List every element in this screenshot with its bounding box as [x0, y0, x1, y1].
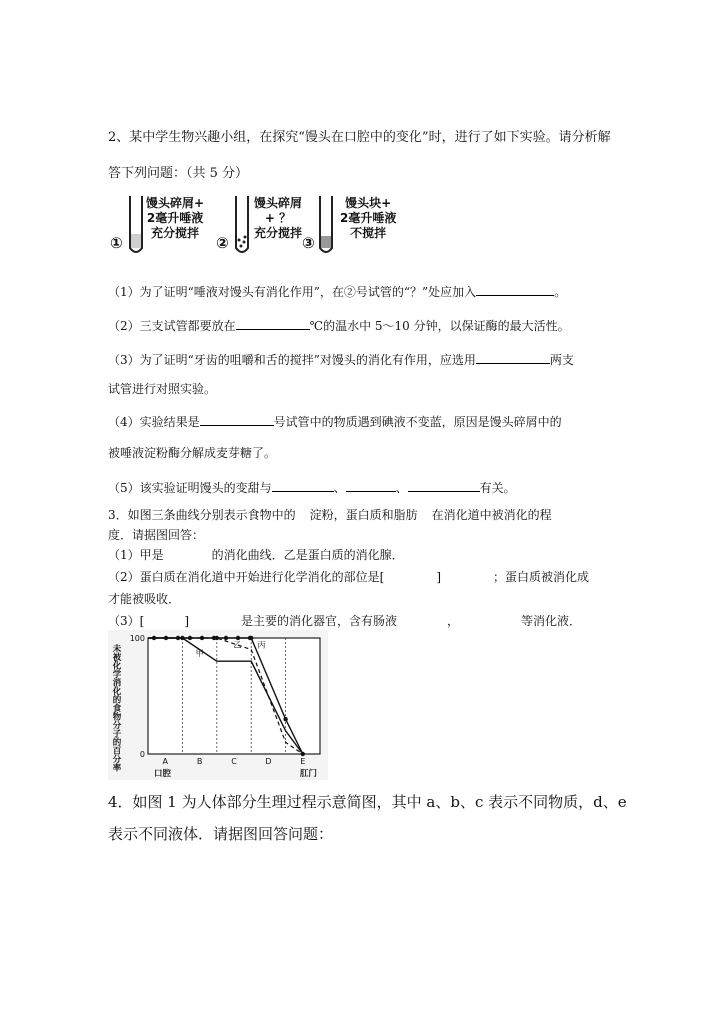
tube-3-label: 馒头块+ 2毫升唾液 不搅拌 [340, 196, 397, 240]
series-marker [283, 717, 287, 721]
answer-blank[interactable] [408, 478, 480, 492]
y-axis-label: 未被化学消化的食物分子的百分率 [111, 644, 121, 772]
q3-line1: 3．如图三条曲线分别表示食物中的 淀粉，蛋白质和脂肪 在消化道中被消化的程 [108, 508, 552, 522]
series-label: 甲 [195, 649, 204, 659]
answer-blank[interactable] [476, 282, 554, 296]
tube-2-number: ② [216, 234, 229, 252]
q2-sub3-cont: 试管进行对照实验。 [108, 382, 217, 396]
tube-2-label: 馒头碎屑 + ？ 充分搅拌 [254, 196, 303, 240]
q3-line2: 度．请据图回答： [108, 528, 205, 542]
series-marker [188, 636, 192, 640]
test-tube-figure [108, 192, 438, 264]
q2-sub1: （1）为了证明“唾液对馒头有消化作用”，在②号试管的“？”处应加入 。 [108, 282, 566, 300]
series-marker [176, 636, 180, 640]
x-tick-label: B [196, 757, 203, 766]
tube-3-number: ③ [302, 234, 315, 252]
q2-intro-line2: 答下列问题：（共 5 分） [108, 166, 249, 181]
q3-sub2: （2）蛋白质在消化道中开始进行化学消化的部位是[ ] ；蛋白质被消化成 [108, 570, 590, 584]
series-marker [164, 636, 168, 640]
digestion-chart [108, 630, 328, 780]
series-marker [212, 636, 216, 640]
q2-sub3: （3）为了证明“牙齿的咀嚼和舌的搅拌”对馒头的消化有作用，应选用 两支 [108, 350, 574, 368]
q2-sub2: （2）三支试管都要放在 ℃的温水中 5～10 分钟，以保证酶的最大活性。 [108, 316, 570, 334]
series-label: 乙 [233, 640, 242, 650]
answer-blank[interactable] [476, 350, 550, 364]
q3-sub2-cont: 才能被吸收． [108, 592, 181, 606]
q4-line1: 4．如图 1 为人体部分生理过程示意简图，其中 a、b、c 表示不同物质，d、e [108, 793, 627, 811]
q4-line2: 表示不同液体．请据图回答问题： [108, 825, 334, 843]
x-start-label: 口腔 [154, 769, 172, 779]
series-marker [236, 636, 240, 640]
q2-intro-line1: 2、某中学生物兴趣小组，在探究“馒头在口腔中的变化”时，进行了如下实验。请分析解 [108, 130, 611, 145]
x-tick-label: C [231, 757, 237, 766]
x-end-label: 肛门 [300, 769, 318, 779]
series-marker [248, 636, 252, 640]
series-marker [301, 752, 305, 756]
series-marker [180, 636, 184, 640]
q3-sub1: （1）甲是 的消化曲线．乙是蛋白质的消化腺． [108, 548, 404, 562]
q2-sub4: （4）实验结果是 号试管中的物质遇到碘液不变蓝，原因是馒头碎屑中的 [108, 412, 562, 430]
y-tick-label: 0 [139, 750, 145, 759]
q2-sub4-cont: 被唾液淀粉酶分解成麦芽糖了。 [108, 446, 277, 460]
answer-blank[interactable] [346, 478, 396, 492]
series-marker [152, 636, 156, 640]
x-tick-label: E [300, 757, 306, 766]
answer-blank[interactable] [200, 412, 274, 426]
x-tick-label: D [265, 757, 272, 766]
tube-1-label: 馒头碎屑+ 2毫升唾液 充分搅拌 [146, 196, 205, 240]
x-tick-label: A [162, 757, 168, 766]
q2-sub5: （5）该实验证明馒头的变甜与 、 、 有关。 [108, 478, 516, 496]
y-tick-label: 100 [129, 634, 145, 643]
series-marker [224, 636, 228, 640]
answer-blank[interactable] [272, 478, 334, 492]
answer-blank[interactable] [236, 316, 310, 330]
tube-1-number: ① [110, 234, 123, 252]
series-marker [200, 636, 204, 640]
series-label: 丙 [257, 640, 266, 650]
q3-sub3: （3）[ ] 是主要的消化器官，含有肠液 ， 等消化液． [108, 614, 582, 628]
